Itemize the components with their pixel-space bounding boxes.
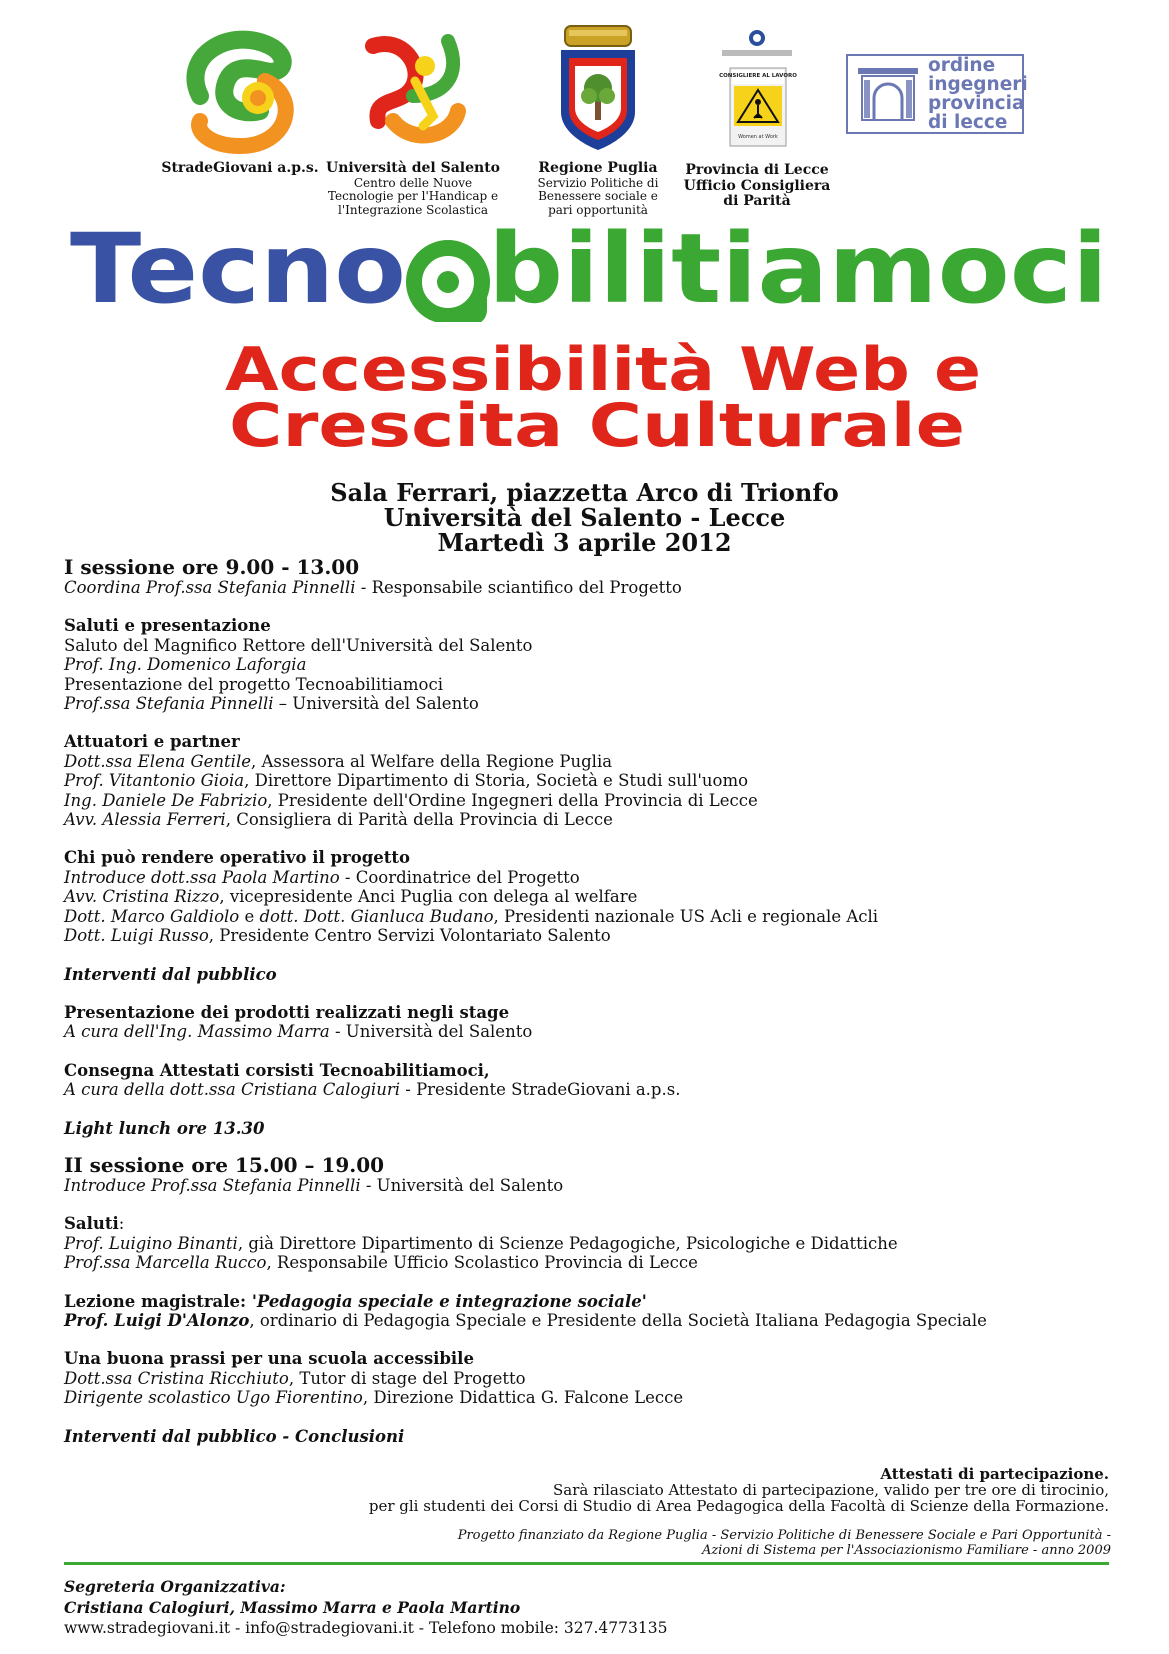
speaker-name: Dott. Luigi Russo — [64, 926, 209, 946]
stradegiovani-emblem-icon — [170, 26, 310, 154]
attuatori-line-1 — [64, 752, 1124, 771]
title-sub-line2: Crescita Culturale — [229, 391, 965, 456]
session-1-title: I sessione ore 9.00 - 13.00 — [64, 555, 360, 579]
secretariat-title: Segreteria Organizzativa: — [64, 1577, 286, 1596]
speaker-name: Prof. Luigi D'Alonzo — [64, 1310, 250, 1330]
stradegiovani-logo — [150, 26, 330, 177]
divider — [64, 1562, 1109, 1565]
attestati-line-1: Sarà rilasciato Attestato di partecipazione, valido per tre ore di tirocinio, — [553, 1481, 1109, 1499]
presentazione-line — [64, 1022, 1124, 1041]
conjunction: e — [239, 906, 260, 926]
saluti-heading: Saluti e presentazione — [64, 616, 271, 636]
at-sign-icon — [414, 248, 482, 321]
speaker-role: , Consigliera di Parità della Provincia di Lecce — [225, 810, 613, 830]
speaker-role: - Presidente StradeGiovani a.p.s. — [400, 1080, 681, 1100]
buona-prassi-heading: Una buona prassi per una scuola accessibile — [64, 1349, 474, 1369]
lecce-sign-top-text: CONSIGLIERE AL LAVORO — [719, 73, 797, 79]
puglia-name: Regione Puglia — [538, 160, 658, 176]
saluti2-line-1 — [64, 1234, 1124, 1253]
funding-note — [458, 1528, 1111, 1558]
title-accessibilita — [225, 338, 985, 456]
lezione-line — [64, 1311, 1124, 1330]
unisalento-logo — [324, 26, 502, 217]
coordinator-name: Coordina Prof.ssa Stefania Pinnelli — [64, 578, 356, 597]
saluti-line-1: Saluto del Magnifico Rettore dell'Università del Salento — [64, 635, 533, 655]
attestati-block — [369, 1466, 1109, 1514]
speaker-name: A cura della dott.ssa Cristiana Calogiuri — [64, 1080, 400, 1100]
buona-line-2 — [64, 1388, 1124, 1407]
secretariat-contacts: www.stradegiovani.it - info@stradegiovani.it - Telefono mobile: 327.4773135 — [64, 1619, 668, 1637]
saluti-line-2 — [64, 655, 1124, 674]
speaker-role: , Presidenti nazionale US Acli e regionale Acli — [493, 906, 879, 926]
chi-line-1 — [64, 868, 1124, 887]
speaker-name: Dott.ssa Cristina Ricchiuto — [64, 1368, 289, 1388]
saluti2-line-2 — [64, 1253, 1124, 1272]
speaker-role: - Università del Salento — [360, 1175, 564, 1195]
funding-line-2: Azioni di Sistema per l'Associazionismo Familiare - anno 2009 — [701, 1543, 1111, 1558]
attestati-heading: Attestati di partecipazione. — [880, 1465, 1109, 1483]
puglia-line-3: pari opportunità — [548, 202, 648, 217]
venue-block — [0, 480, 1169, 555]
light-lunch: Light lunch ore 13.30 — [64, 1118, 265, 1138]
speaker-name: Prof. Luigino Binanti — [64, 1233, 238, 1253]
lecce-line-2: di Parità — [723, 193, 791, 210]
attuatori-line-4 — [64, 810, 1124, 829]
interventi-heading-2: Interventi dal pubblico - Conclusioni — [64, 1426, 405, 1446]
regione-puglia-logo — [518, 22, 678, 217]
speaker-role: , vicepresidente Anci Puglia con delega al welfare — [219, 887, 638, 907]
buona-line-1 — [64, 1369, 1124, 1388]
consegna-heading: Consegna Attestati corsisti Tecnoabilitiamoci, — [64, 1060, 490, 1080]
ordine-line-1: ordine — [928, 55, 996, 76]
saluti2-label: Saluti — [64, 1214, 119, 1234]
speaker-name: Dott.ssa Elena Gentile — [64, 751, 252, 771]
interventi-heading-1: Interventi dal pubblico — [64, 964, 277, 984]
unisalento-emblem-icon — [353, 26, 473, 154]
unisalento-line-2: Tecnologie per l'Handicap e — [327, 189, 499, 204]
speaker-name: Introduce dott.ssa Paola Martino — [64, 867, 340, 887]
speaker-role: – Università del Salento — [273, 694, 479, 714]
unisalento-name: Università del Salento — [325, 160, 500, 176]
unisalento-line-3: l'Integrazione Scolastica — [338, 202, 488, 217]
secretariat-names: Cristiana Calogiuri, Massimo Marra e Paola Martino — [64, 1598, 521, 1617]
chi-line-4 — [64, 926, 1124, 945]
chi-line-3 — [64, 907, 1124, 926]
speaker-role: - Coordinatrice del Progetto — [339, 867, 580, 887]
speaker-role: , Tutor di stage del Progetto — [288, 1368, 526, 1388]
lezione-heading — [64, 1292, 1124, 1311]
logo-bar — [0, 0, 1169, 220]
session-1-coordinator — [64, 578, 1124, 597]
speaker-name: Prof. Vitantonio Gioia — [64, 771, 245, 791]
chi-heading: Chi può rendere operativo il progetto — [64, 848, 411, 868]
saluti2-heading — [64, 1214, 1124, 1233]
speaker-name: Dirigente scolastico Ugo Fiorentino — [64, 1388, 363, 1408]
venue-date: Martedì 3 aprile 2012 — [437, 528, 732, 557]
program — [64, 556, 1124, 1446]
provincia-lecce-logo — [672, 28, 842, 210]
puglia-line-2: Benessere sociale e — [538, 189, 658, 204]
speaker-role: , ordinario di Pedagogia Speciale e Presidente della Società Italiana Pedagogia Speciale — [249, 1310, 987, 1330]
puglia-line-1: Servizio Politiche di — [537, 175, 659, 190]
speaker-name: Introduce Prof.ssa Stefania Pinnelli — [64, 1175, 361, 1195]
title-main-part1: Tecno — [70, 222, 406, 322]
speaker-role: - Università del Salento — [329, 1022, 533, 1042]
ordine-ingegneri-logo — [846, 54, 1026, 138]
speaker-name: Avv. Alessia Ferreri — [64, 810, 226, 830]
speaker-name: dott. Dott. Gianluca Budano — [259, 906, 494, 926]
speaker-name: Dott. Marco Galdiolo — [64, 906, 240, 926]
title-sub-line1: Accessibilità Web e — [225, 338, 981, 405]
speaker-name: Avv. Cristina Rizzo — [64, 887, 220, 907]
lecce-name: Provincia di Lecce — [685, 162, 829, 178]
speaker-name: Prof.ssa Marcella Rucco — [64, 1253, 267, 1273]
saluti-line-3: Presentazione del progetto Tecnoabilitiamoci — [64, 674, 443, 694]
lezione-title: 'Pedagogia speciale e integrazione sociale' — [251, 1291, 647, 1311]
coordinator-role: - Responsabile sciantifico del Progetto — [355, 578, 682, 597]
attuatori-line-2 — [64, 771, 1124, 790]
presentazione-heading: Presentazione dei prodotti realizzati negli stage — [64, 1002, 510, 1022]
ordine-line-4: di lecce — [928, 112, 1008, 133]
chi-line-2 — [64, 887, 1124, 906]
speaker-role: , Assessora al Welfare della Regione Puglia — [251, 751, 613, 771]
venue-line-1: Sala Ferrari, piazzetta Arco di Trionfo — [330, 478, 839, 507]
session-2-intro — [64, 1176, 1124, 1195]
speaker-name: A cura dell'Ing. Massimo Marra — [64, 1022, 330, 1042]
attuatori-line-3 — [64, 791, 1124, 810]
lecce-line-1: Ufficio Consigliera — [683, 177, 831, 194]
lecce-sign-bottom-text: Women at Work — [738, 134, 778, 140]
session-2-title: II sessione ore 15.00 – 19.00 — [64, 1152, 385, 1177]
title-tecnoabilitiamoci — [70, 222, 1110, 322]
speaker-name: Ing. Daniele De Fabrizio — [64, 790, 268, 810]
puglia-coat-of-arms-icon — [553, 22, 643, 154]
consegna-line — [64, 1080, 1124, 1099]
speaker-role: , Presidente dell'Ordine Ingegneri della Provincia di Lecce — [267, 790, 758, 810]
stradegiovani-name: StradeGiovani a.p.s. — [161, 160, 319, 176]
consigliera-badge-icon — [712, 28, 802, 156]
speaker-role: , Direzione Didattica G. Falcone Lecce — [362, 1388, 684, 1408]
ordine-line-2: ingegneri — [928, 74, 1028, 95]
speaker-role: , già Direttore Dipartimento di Scienze Pedagogiche, Psicologiche e Didattiche — [237, 1233, 898, 1253]
funding-line-1: Progetto finanziato da Regione Puglia - Servizio Politiche di Benessere Sociale e Pari Opportunità - — [457, 1528, 1111, 1543]
saluti-line-4 — [64, 694, 1124, 713]
speaker-role: , Responsabile Ufficio Scolastico Provincia di Lecce — [266, 1253, 698, 1273]
saluti2-colon: : — [118, 1214, 125, 1234]
speaker-name: Prof.ssa Stefania Pinnelli — [64, 694, 274, 714]
speaker-role: , Presidente Centro Servizi Volontariato Salento — [208, 926, 611, 946]
rector-name: Prof. Ing. Domenico Laforgia — [64, 655, 307, 675]
ordine-line-3: provincia — [928, 93, 1025, 114]
secretariat — [64, 1576, 667, 1639]
speaker-role: , Direttore Dipartimento di Storia, Società e Studi sull'uomo — [244, 771, 749, 791]
unisalento-line-1: Centro delle Nuove — [353, 175, 473, 190]
ordine-building-icon — [856, 64, 920, 124]
attestati-line-2: per gli studenti dei Corsi di Studio di Area Pedagogica della Facoltà di Scienze della Formazione. — [368, 1497, 1109, 1515]
lezione-label: Lezione magistrale: — [64, 1291, 252, 1311]
title-main-part2: bilitiamoci — [488, 222, 1108, 322]
attuatori-heading: Attuatori e partner — [64, 732, 240, 752]
venue-line-2: Università del Salento - Lecce — [383, 503, 786, 532]
